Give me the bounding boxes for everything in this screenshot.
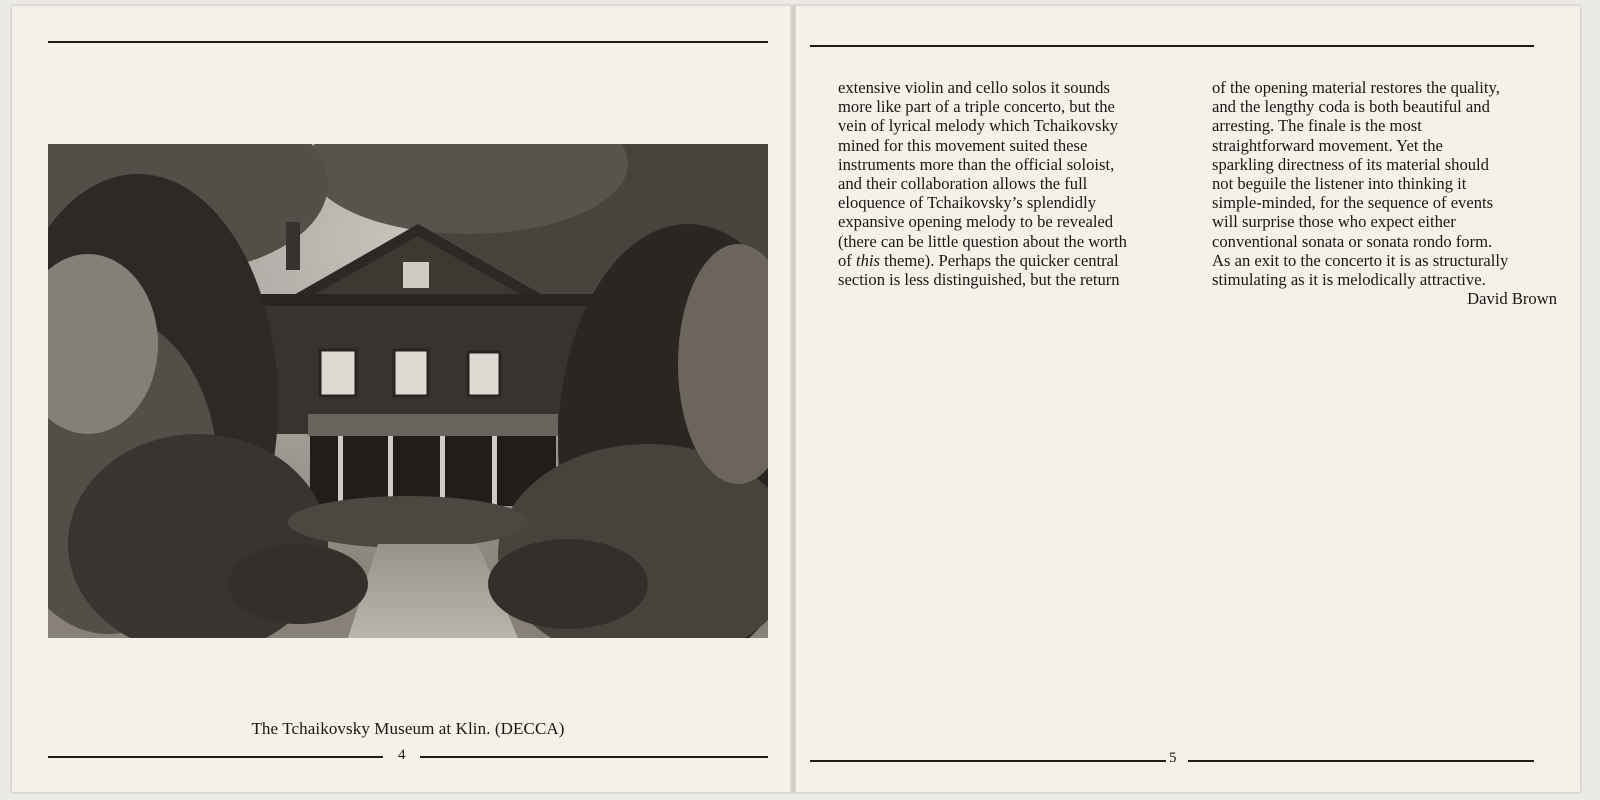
- text-line: vein of lyrical melody which Tchaikovsky: [838, 116, 1119, 136]
- footer-rule-left: [48, 756, 383, 758]
- text-column-2: [1212, 78, 1557, 308]
- text-line: mined for this movement suited these: [838, 135, 1088, 155]
- text-line: instruments more than the official soloist,: [838, 154, 1115, 174]
- top-rule: [48, 41, 768, 43]
- text-line: and the lengthy coda is both beautiful and: [1212, 97, 1490, 117]
- text-line: more like part of a triple concerto, but the: [838, 97, 1115, 117]
- text-line: As an exit to the concerto it is as structurally: [1212, 250, 1509, 270]
- text-line: extensive violin and cello solos it sounds: [838, 78, 1110, 97]
- text-line: arresting. The finale is the most: [1212, 116, 1422, 136]
- text-line: expansive opening melody to be revealed: [838, 212, 1114, 232]
- footer-rule-right: [420, 756, 768, 758]
- italic-word: this: [855, 250, 880, 270]
- house-illustration: [48, 144, 768, 638]
- right-page: [796, 6, 1580, 792]
- text-fragment: theme). Perhaps the quicker central: [884, 250, 1119, 270]
- author-signature: David Brown: [1467, 289, 1557, 309]
- text-line: section is less distinguished, but the return: [838, 270, 1120, 290]
- text-line: will surprise those who expect either: [1212, 212, 1456, 232]
- left-page: [12, 6, 793, 792]
- text-line: (there can be little question about the worth: [838, 231, 1127, 251]
- text-line: not beguile the listener into thinking it: [1212, 174, 1467, 194]
- text-line: straightforward movement. Yet the: [1212, 135, 1443, 155]
- text-column-1: [838, 78, 1183, 289]
- text-fragment: of: [838, 250, 856, 270]
- footer-rule-right: [1188, 760, 1534, 762]
- text-line: conventional sonata or sonata rondo form.: [1212, 231, 1493, 251]
- text-line: eloquence of Tchaikovsky’s splendidly: [838, 193, 1096, 213]
- page-number-left: 4: [398, 747, 406, 763]
- text-line: and their collaboration allows the full: [838, 174, 1088, 194]
- footer-rule-left: [810, 760, 1166, 762]
- text-line: stimulating as it is melodically attractive.: [1212, 270, 1486, 290]
- museum-photo: [48, 144, 768, 638]
- text-line: of the opening material restores the quality,: [1212, 78, 1500, 97]
- text-line: [838, 251, 1183, 270]
- text-line: simple-minded, for the sequence of events: [1212, 193, 1494, 213]
- page-number-right: 5: [1169, 750, 1177, 766]
- booklet-spread: [12, 6, 1580, 792]
- text-line: sparkling directness of its material should: [1212, 154, 1489, 174]
- photo-caption: The Tchaikovsky Museum at Klin. (DECCA): [251, 719, 565, 738]
- top-rule: [810, 45, 1534, 47]
